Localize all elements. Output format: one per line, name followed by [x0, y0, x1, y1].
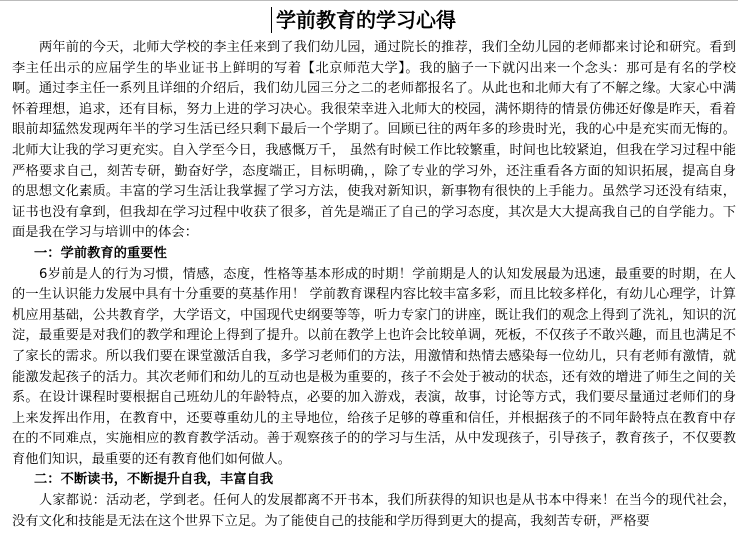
- top-dashed-border: [0, 0, 738, 1]
- text-cursor: [271, 7, 272, 33]
- intro-paragraph: 两年前的今天，北师大学校的李主任来到了我们幼儿园，通过院长的推荐，我们全幼儿园的老师都来讨论和研究。看到李主任出示的应届学生的毕业证书上鲜明的写着【北京师范大学】。我的脑子一下就闪出来一个念头：那可是有名的学校啊。通过李主任一系列且详细的介绍后，我们幼儿园三分之二的老师都报名了。从此也和北师大有了不解之缘。大家心中满怀着理想，追求，还有目标，努力上进的学习决心。我很荣幸进入北师大的校园，满怀期待的情景仿佛还好像是昨天，看着眼前却猛然发现两年半的学习生活已经只剩下最后一个学期了。回顾已往的两年多的珍贵时光，我的心中是充实而无悔的。北师大让我的学习更充实。自入学至今日，我感慨万千， 虽然有时候工作比较繁重，时间也比较紧迫，但我在学习过程中能严格要求自己，刻苦专研，勤奋好学，态度端正，目标明确，，除了专业的学习外，还注重看各方面的知识拓展，提高自身的思想文化素质。丰富的学习生活让我掌握了学习方法，使我对新知识，新事物有很快的上手能力。虽然学习还没有结束，证书也没有拿到，但我却在学习过程中收获了很多，首先是端正了自己的学习态度，其次是大大提高我自己的自学能力。下面是我在学习与培训中的体会：: [12, 40, 736, 241]
- document-body[interactable]: [12, 38, 736, 532]
- section-heading-2: 二：不断读书，不断提升自我，丰富自我: [34, 472, 274, 488]
- document-title[interactable]: 学前教育的学习心得: [276, 8, 456, 32]
- title-row: [0, 4, 738, 34]
- section-1-paragraph: 6岁前是人的行为习惯，情感，态度，性格等基本形成的时期！学前期是人的认知发展最为迅速，最重要的时期，在人的一生认识能力发展中具有十分重要的莫基作用！ 学前教育课程内容比较丰富多彩，而且比较多样化，有幼儿心理学，计算机应用基础，公共教育学，大学语文，中国现代史纲要等等，听力专家门的讲座，既让我们的观念上得到了洗礼，知识的沉淀，最重要是对我们的教学和理论上得到了提升。以前在教学上也许会比较单调，死板，不仅孩子不敢兴趣，而且也满足不了家长的需求。所以我们要在课堂激活自我，多学习老师们的方法，用激情和热情去感染每一位幼儿，只有老师有激情，就能激发起孩子的活力。其次老师们和幼儿的互动也是极为重要的，孩子不会处于被动的状态，还有效的增进了师生之间的关系。在设计课程时要根据自己班幼儿的年龄特点，必要的加入游戏，表演，故事，讨论等方式，我们要尽量通过老师们的身上来发挥出作用，在教育中，还要尊重幼儿的主导地位，给孩子足够的尊重和信任，并根据孩子的不同年龄特点在教育中存在的不同难点，实施相应的教育教学活动。善于观察孩子的的学习与生活，从中发现孩子，引导孩子，教育孩子，不仅要教育他们知识，最重要的还有教育他们如何做人。: [12, 266, 736, 467]
- section-2-paragraph: 人家都说：活动老，学到老。任何人的发展都离不开书本，我们所获得的知识也是从书本中得来！在当今的现代社会，没有文化和技能是无法在这个世界下立足。为了能使自己的技能和学历得到更大的提高，我刻苦专研，严格要: [12, 493, 736, 529]
- section-heading-1: 一：学前教育的重要性: [34, 245, 167, 261]
